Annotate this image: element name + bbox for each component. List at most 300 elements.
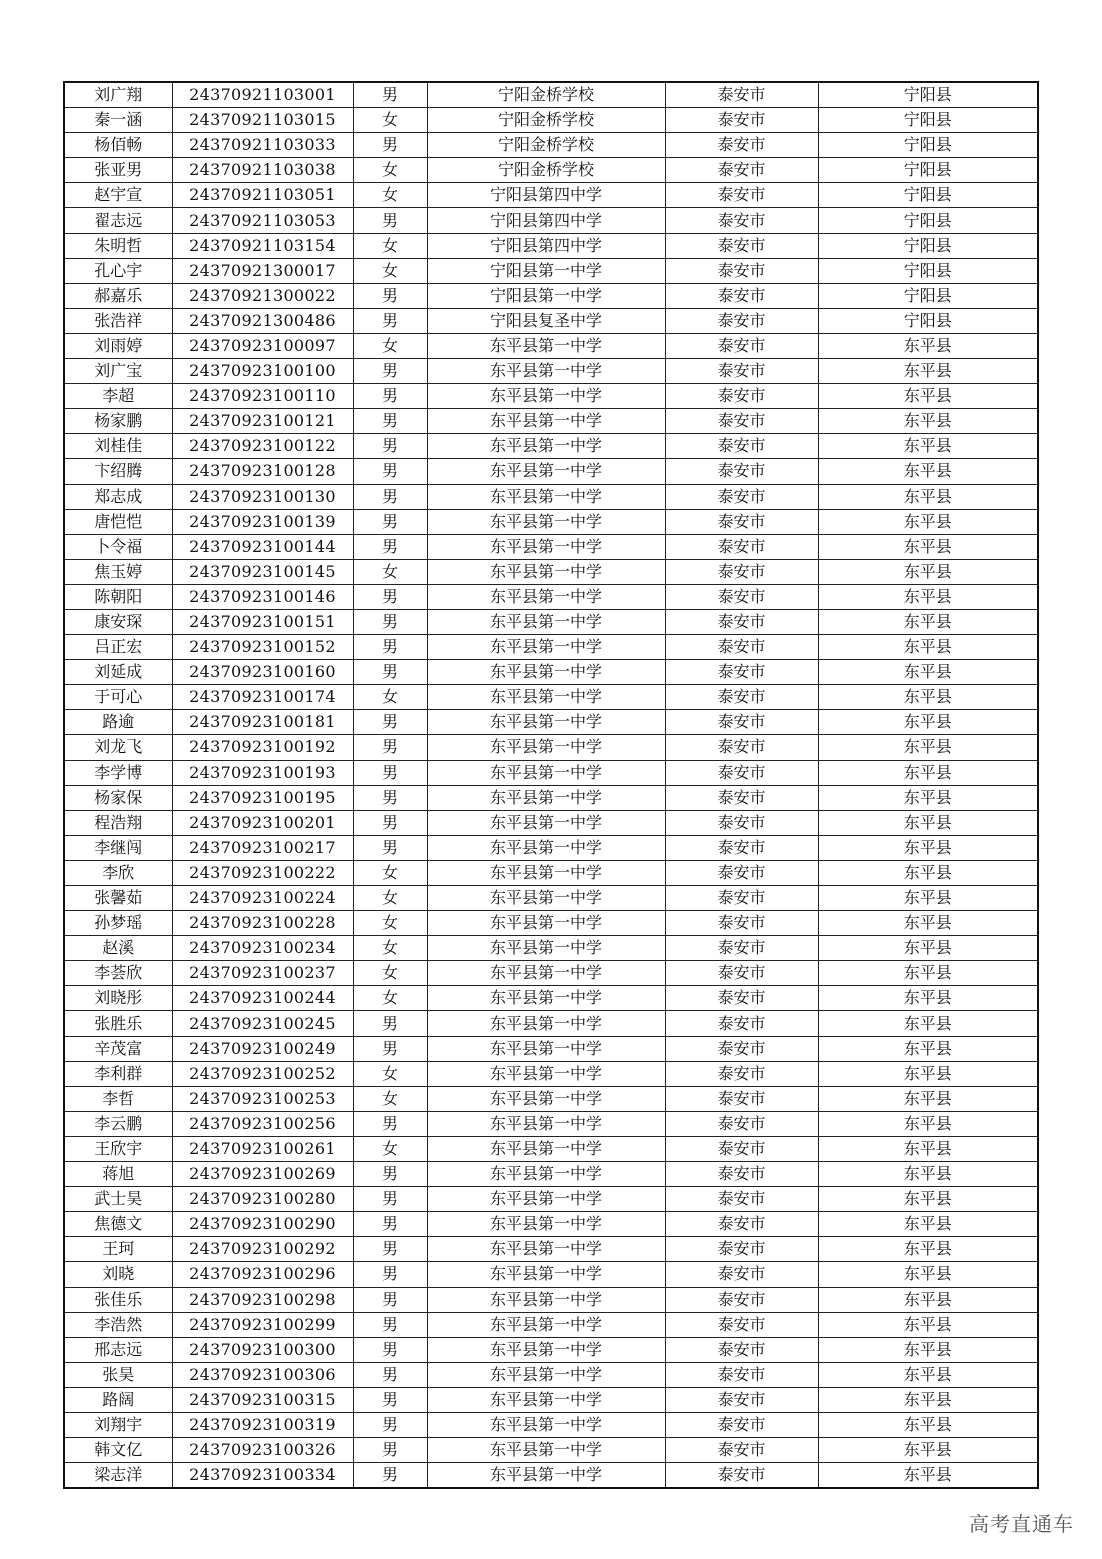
county-cell: 东平县 [818, 409, 1038, 434]
exam-number-cell: 24370923100290 [172, 1212, 353, 1237]
city-cell: 泰安市 [665, 810, 818, 835]
table-row [64, 710, 1038, 735]
student-name-cell: 李继闯 [64, 835, 172, 860]
student-name-cell: 程浩翔 [64, 810, 172, 835]
table-row [64, 183, 1038, 208]
student-name-cell: 于可心 [64, 685, 172, 710]
table-row [64, 1187, 1038, 1212]
gender-cell: 男 [353, 384, 427, 409]
school-cell: 东平县第一中学 [427, 1212, 665, 1237]
school-cell: 东平县第一中学 [427, 1287, 665, 1312]
exam-number-cell: 24370921300017 [172, 258, 353, 283]
school-cell: 东平县第一中学 [427, 911, 665, 936]
city-cell: 泰安市 [665, 1287, 818, 1312]
exam-number-cell: 24370923100195 [172, 785, 353, 810]
county-cell: 东平县 [818, 911, 1038, 936]
exam-number-cell: 24370923100222 [172, 860, 353, 885]
exam-number-cell: 24370923100252 [172, 1061, 353, 1086]
gender-cell: 女 [353, 911, 427, 936]
county-cell: 东平县 [818, 635, 1038, 660]
student-name-cell: 秦一涵 [64, 108, 172, 133]
table-row [64, 911, 1038, 936]
city-cell: 泰安市 [665, 986, 818, 1011]
exam-number-cell: 24370923100181 [172, 710, 353, 735]
exam-number-cell: 24370923100121 [172, 409, 353, 434]
county-cell: 宁阳县 [818, 108, 1038, 133]
city-cell: 泰安市 [665, 1412, 818, 1437]
city-cell: 泰安市 [665, 158, 818, 183]
county-cell: 东平县 [818, 1061, 1038, 1086]
city-cell: 泰安市 [665, 961, 818, 986]
table-row [64, 1438, 1038, 1463]
city-cell: 泰安市 [665, 785, 818, 810]
county-cell: 宁阳县 [818, 133, 1038, 158]
school-cell: 东平县第一中学 [427, 886, 665, 911]
county-cell: 东平县 [818, 710, 1038, 735]
table-row [64, 1036, 1038, 1061]
exam-number-cell: 24370923100160 [172, 660, 353, 685]
exam-number-cell: 24370923100249 [172, 1036, 353, 1061]
exam-number-cell: 24370923100237 [172, 961, 353, 986]
county-cell: 宁阳县 [818, 308, 1038, 333]
school-cell: 东平县第一中学 [427, 584, 665, 609]
school-cell: 宁阳金桥学校 [427, 133, 665, 158]
county-cell: 东平县 [818, 1162, 1038, 1187]
school-cell: 东平县第一中学 [427, 685, 665, 710]
gender-cell: 男 [353, 133, 427, 158]
student-name-cell: 卜令福 [64, 534, 172, 559]
school-cell: 东平县第一中学 [427, 1237, 665, 1262]
gender-cell: 男 [353, 359, 427, 384]
city-cell: 泰安市 [665, 208, 818, 233]
table-row [64, 484, 1038, 509]
county-cell: 东平县 [818, 384, 1038, 409]
school-cell: 东平县第一中学 [427, 1463, 665, 1489]
table-row [64, 660, 1038, 685]
roster-body [64, 82, 1038, 1488]
gender-cell: 男 [353, 1463, 427, 1489]
county-cell: 东平县 [818, 986, 1038, 1011]
student-name-cell: 李云鹏 [64, 1111, 172, 1136]
gender-cell: 女 [353, 559, 427, 584]
county-cell: 东平县 [818, 685, 1038, 710]
city-cell: 泰安市 [665, 283, 818, 308]
city-cell: 泰安市 [665, 1086, 818, 1111]
city-cell: 泰安市 [665, 936, 818, 961]
exam-number-cell: 24370923100139 [172, 509, 353, 534]
county-cell: 东平县 [818, 660, 1038, 685]
gender-cell: 男 [353, 835, 427, 860]
school-cell: 东平县第一中学 [427, 534, 665, 559]
exam-number-cell: 24370923100244 [172, 986, 353, 1011]
table-row [64, 359, 1038, 384]
gender-cell: 男 [353, 1438, 427, 1463]
school-cell: 东平县第一中学 [427, 509, 665, 534]
table-row [64, 534, 1038, 559]
school-cell: 东平县第一中学 [427, 760, 665, 785]
student-name-cell: 李超 [64, 384, 172, 409]
county-cell: 东平县 [818, 810, 1038, 835]
gender-cell: 男 [353, 1412, 427, 1437]
gender-cell: 男 [353, 1036, 427, 1061]
student-name-cell: 张馨茹 [64, 886, 172, 911]
city-cell: 泰安市 [665, 1438, 818, 1463]
student-name-cell: 刘延成 [64, 660, 172, 685]
school-cell: 东平县第一中学 [427, 1111, 665, 1136]
exam-number-cell: 24370923100193 [172, 760, 353, 785]
table-row [64, 1262, 1038, 1287]
student-name-cell: 朱明哲 [64, 233, 172, 258]
city-cell: 泰安市 [665, 1312, 818, 1337]
city-cell: 泰安市 [665, 359, 818, 384]
city-cell: 泰安市 [665, 434, 818, 459]
gender-cell: 男 [353, 459, 427, 484]
school-cell: 宁阳县复圣中学 [427, 308, 665, 333]
student-name-cell: 唐恺恺 [64, 509, 172, 534]
table-row [64, 1086, 1038, 1111]
table-row [64, 1337, 1038, 1362]
gender-cell: 男 [353, 283, 427, 308]
gender-cell: 男 [353, 82, 427, 108]
exam-number-cell: 24370923100319 [172, 1412, 353, 1437]
county-cell: 宁阳县 [818, 258, 1038, 283]
city-cell: 泰安市 [665, 835, 818, 860]
student-name-cell: 吕正宏 [64, 635, 172, 660]
city-cell: 泰安市 [665, 1212, 818, 1237]
table-row [64, 835, 1038, 860]
student-name-cell: 韩文亿 [64, 1438, 172, 1463]
exam-number-cell: 24370923100201 [172, 810, 353, 835]
county-cell: 东平县 [818, 1237, 1038, 1262]
city-cell: 泰安市 [665, 584, 818, 609]
city-cell: 泰安市 [665, 534, 818, 559]
city-cell: 泰安市 [665, 459, 818, 484]
gender-cell: 女 [353, 258, 427, 283]
table-row [64, 509, 1038, 534]
county-cell: 东平县 [818, 333, 1038, 358]
student-name-cell: 刘雨婷 [64, 333, 172, 358]
county-cell: 东平县 [818, 936, 1038, 961]
county-cell: 东平县 [818, 1111, 1038, 1136]
city-cell: 泰安市 [665, 559, 818, 584]
student-name-cell: 张昊 [64, 1362, 172, 1387]
school-cell: 宁阳县第四中学 [427, 183, 665, 208]
city-cell: 泰安市 [665, 911, 818, 936]
gender-cell: 男 [353, 810, 427, 835]
school-cell: 宁阳县第四中学 [427, 208, 665, 233]
county-cell: 东平县 [818, 559, 1038, 584]
city-cell: 泰安市 [665, 233, 818, 258]
exam-number-cell: 24370923100334 [172, 1463, 353, 1489]
student-name-cell: 梁志洋 [64, 1463, 172, 1489]
table-row [64, 133, 1038, 158]
county-cell: 东平县 [818, 1438, 1038, 1463]
school-cell: 宁阳金桥学校 [427, 108, 665, 133]
school-cell: 东平县第一中学 [427, 635, 665, 660]
school-cell: 东平县第一中学 [427, 860, 665, 885]
gender-cell: 男 [353, 1212, 427, 1237]
student-name-cell: 翟志远 [64, 208, 172, 233]
exam-number-cell: 24370921300022 [172, 283, 353, 308]
city-cell: 泰安市 [665, 1262, 818, 1287]
gender-cell: 男 [353, 1287, 427, 1312]
exam-number-cell: 24370923100292 [172, 1237, 353, 1262]
city-cell: 泰安市 [665, 760, 818, 785]
county-cell: 东平县 [818, 459, 1038, 484]
exam-number-cell: 24370923100145 [172, 559, 353, 584]
county-cell: 东平县 [818, 484, 1038, 509]
exam-number-cell: 24370921103033 [172, 133, 353, 158]
table-row [64, 860, 1038, 885]
county-cell: 宁阳县 [818, 82, 1038, 108]
county-cell: 东平县 [818, 835, 1038, 860]
city-cell: 泰安市 [665, 1162, 818, 1187]
gender-cell: 男 [353, 785, 427, 810]
gender-cell: 女 [353, 1086, 427, 1111]
student-name-cell: 路逾 [64, 710, 172, 735]
student-name-cell: 焦玉婷 [64, 559, 172, 584]
city-cell: 泰安市 [665, 509, 818, 534]
gender-cell: 女 [353, 936, 427, 961]
school-cell: 东平县第一中学 [427, 735, 665, 760]
table-row [64, 1463, 1038, 1489]
city-cell: 泰安市 [665, 333, 818, 358]
student-name-cell: 邢志远 [64, 1337, 172, 1362]
gender-cell: 男 [353, 1312, 427, 1337]
exam-number-cell: 24370923100146 [172, 584, 353, 609]
school-cell: 东平县第一中学 [427, 1337, 665, 1362]
county-cell: 东平县 [818, 584, 1038, 609]
city-cell: 泰安市 [665, 1187, 818, 1212]
exam-number-cell: 24370923100261 [172, 1136, 353, 1161]
city-cell: 泰安市 [665, 1136, 818, 1161]
school-cell: 东平县第一中学 [427, 359, 665, 384]
city-cell: 泰安市 [665, 1061, 818, 1086]
table-row [64, 1111, 1038, 1136]
city-cell: 泰安市 [665, 384, 818, 409]
table-row [64, 685, 1038, 710]
table-row [64, 409, 1038, 434]
table-row [64, 308, 1038, 333]
gender-cell: 男 [353, 1011, 427, 1036]
exam-number-cell: 24370923100245 [172, 1011, 353, 1036]
exam-number-cell: 24370923100097 [172, 333, 353, 358]
student-name-cell: 杨家鹏 [64, 409, 172, 434]
watermark-text: 高考直通车 [969, 1512, 1074, 1536]
school-cell: 东平县第一中学 [427, 1262, 665, 1287]
school-cell: 东平县第一中学 [427, 1312, 665, 1337]
student-name-cell: 陈朝阳 [64, 584, 172, 609]
city-cell: 泰安市 [665, 710, 818, 735]
school-cell: 宁阳金桥学校 [427, 82, 665, 108]
gender-cell: 男 [353, 534, 427, 559]
county-cell: 东平县 [818, 1387, 1038, 1412]
exam-number-cell: 24370923100306 [172, 1362, 353, 1387]
gender-cell: 女 [353, 183, 427, 208]
table-row [64, 158, 1038, 183]
student-name-cell: 孙梦瑶 [64, 911, 172, 936]
student-name-cell: 李荟欣 [64, 961, 172, 986]
table-row [64, 283, 1038, 308]
table-row [64, 986, 1038, 1011]
student-name-cell: 杨佰畅 [64, 133, 172, 158]
table-row [64, 1412, 1038, 1437]
table-row [64, 1212, 1038, 1237]
school-cell: 东平县第一中学 [427, 1086, 665, 1111]
gender-cell: 男 [353, 484, 427, 509]
exam-number-cell: 24370923100217 [172, 835, 353, 860]
student-name-cell: 路阔 [64, 1387, 172, 1412]
city-cell: 泰安市 [665, 860, 818, 885]
gender-cell: 女 [353, 233, 427, 258]
student-name-cell: 蒋旭 [64, 1162, 172, 1187]
county-cell: 东平县 [818, 1287, 1038, 1312]
exam-number-cell: 24370923100151 [172, 609, 353, 634]
school-cell: 东平县第一中学 [427, 1011, 665, 1036]
student-name-cell: 李浩然 [64, 1312, 172, 1337]
gender-cell: 女 [353, 685, 427, 710]
student-name-cell: 刘桂佳 [64, 434, 172, 459]
exam-number-cell: 24370923100152 [172, 635, 353, 660]
county-cell: 东平县 [818, 1086, 1038, 1111]
school-cell: 东平县第一中学 [427, 835, 665, 860]
county-cell: 东平县 [818, 961, 1038, 986]
exam-number-cell: 24370923100144 [172, 534, 353, 559]
school-cell: 东平县第一中学 [427, 434, 665, 459]
school-cell: 东平县第一中学 [427, 559, 665, 584]
county-cell: 东平县 [818, 1187, 1038, 1212]
county-cell: 东平县 [818, 509, 1038, 534]
county-cell: 东平县 [818, 1412, 1038, 1437]
gender-cell: 男 [353, 1162, 427, 1187]
table-row [64, 810, 1038, 835]
student-name-cell: 杨家保 [64, 785, 172, 810]
table-row [64, 1312, 1038, 1337]
school-cell: 东平县第一中学 [427, 1061, 665, 1086]
school-cell: 东平县第一中学 [427, 810, 665, 835]
city-cell: 泰安市 [665, 1387, 818, 1412]
table-row [64, 584, 1038, 609]
gender-cell: 男 [353, 434, 427, 459]
gender-cell: 女 [353, 1061, 427, 1086]
student-name-cell: 刘晓 [64, 1262, 172, 1287]
student-name-cell: 刘广翔 [64, 82, 172, 108]
exam-number-cell: 24370923100234 [172, 936, 353, 961]
table-row [64, 760, 1038, 785]
school-cell: 东平县第一中学 [427, 1187, 665, 1212]
exam-number-cell: 24370923100326 [172, 1438, 353, 1463]
table-row [64, 735, 1038, 760]
gender-cell: 女 [353, 886, 427, 911]
gender-cell: 女 [353, 860, 427, 885]
county-cell: 宁阳县 [818, 208, 1038, 233]
gender-cell: 男 [353, 760, 427, 785]
city-cell: 泰安市 [665, 484, 818, 509]
gender-cell: 男 [353, 735, 427, 760]
county-cell: 宁阳县 [818, 283, 1038, 308]
student-name-cell: 康安琛 [64, 609, 172, 634]
student-name-cell: 张胜乐 [64, 1011, 172, 1036]
exam-number-cell: 24370923100228 [172, 911, 353, 936]
city-cell: 泰安市 [665, 1362, 818, 1387]
school-cell: 东平县第一中学 [427, 1412, 665, 1437]
exam-number-cell: 24370923100300 [172, 1337, 353, 1362]
county-cell: 东平县 [818, 1212, 1038, 1237]
school-cell: 东平县第一中学 [427, 484, 665, 509]
county-cell: 东平县 [818, 1036, 1038, 1061]
gender-cell: 男 [353, 1111, 427, 1136]
table-row [64, 1061, 1038, 1086]
city-cell: 泰安市 [665, 409, 818, 434]
school-cell: 东平县第一中学 [427, 459, 665, 484]
school-cell: 东平县第一中学 [427, 1162, 665, 1187]
county-cell: 东平县 [818, 1136, 1038, 1161]
table-row [64, 258, 1038, 283]
school-cell: 东平县第一中学 [427, 1438, 665, 1463]
county-cell: 东平县 [818, 1011, 1038, 1036]
exam-number-cell: 24370923100192 [172, 735, 353, 760]
county-cell: 东平县 [818, 1262, 1038, 1287]
school-cell: 东平县第一中学 [427, 1387, 665, 1412]
table-row [64, 82, 1038, 108]
table-row [64, 609, 1038, 634]
school-cell: 宁阳县第一中学 [427, 258, 665, 283]
gender-cell: 男 [353, 1362, 427, 1387]
county-cell: 东平县 [818, 1463, 1038, 1489]
gender-cell: 女 [353, 333, 427, 358]
student-name-cell: 辛茂富 [64, 1036, 172, 1061]
city-cell: 泰安市 [665, 1111, 818, 1136]
student-name-cell: 焦德文 [64, 1212, 172, 1237]
roster-table [63, 81, 1039, 1489]
exam-number-cell: 24370921103015 [172, 108, 353, 133]
county-cell: 东平县 [818, 1362, 1038, 1387]
city-cell: 泰安市 [665, 1011, 818, 1036]
table-row [64, 886, 1038, 911]
table-row [64, 785, 1038, 810]
city-cell: 泰安市 [665, 258, 818, 283]
school-cell: 东平县第一中学 [427, 660, 665, 685]
city-cell: 泰安市 [665, 82, 818, 108]
student-name-cell: 张浩祥 [64, 308, 172, 333]
city-cell: 泰安市 [665, 308, 818, 333]
school-cell: 东平县第一中学 [427, 986, 665, 1011]
gender-cell: 女 [353, 108, 427, 133]
gender-cell: 女 [353, 158, 427, 183]
gender-cell: 男 [353, 409, 427, 434]
city-cell: 泰安市 [665, 1036, 818, 1061]
exam-number-cell: 24370921103154 [172, 233, 353, 258]
school-cell: 宁阳县第一中学 [427, 283, 665, 308]
gender-cell: 男 [353, 609, 427, 634]
student-name-cell: 李学博 [64, 760, 172, 785]
student-name-cell: 张佳乐 [64, 1287, 172, 1312]
gender-cell: 男 [353, 208, 427, 233]
student-name-cell: 孔心宇 [64, 258, 172, 283]
table-row [64, 233, 1038, 258]
table-row [64, 459, 1038, 484]
city-cell: 泰安市 [665, 1237, 818, 1262]
gender-cell: 男 [353, 509, 427, 534]
gender-cell: 男 [353, 1387, 427, 1412]
county-cell: 东平县 [818, 434, 1038, 459]
student-name-cell: 郝嘉乐 [64, 283, 172, 308]
student-name-cell: 李欣 [64, 860, 172, 885]
city-cell: 泰安市 [665, 1337, 818, 1362]
gender-cell: 男 [353, 1237, 427, 1262]
table-row [64, 1011, 1038, 1036]
student-name-cell: 李利群 [64, 1061, 172, 1086]
